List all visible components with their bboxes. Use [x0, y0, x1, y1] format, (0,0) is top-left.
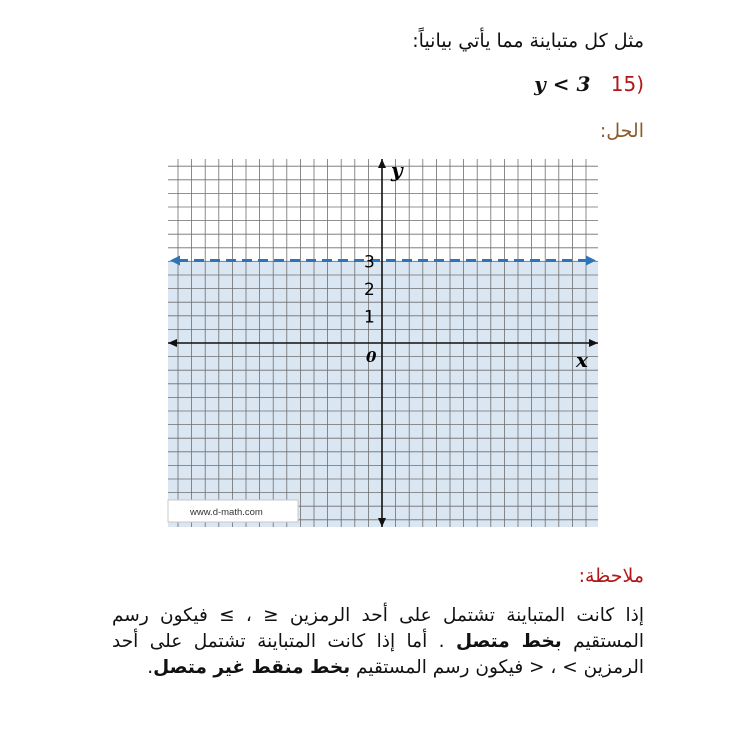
note-label: ملاحظة: [578, 565, 644, 587]
watermark [168, 500, 298, 522]
x-axis-label: x [576, 348, 588, 372]
problem-number: (15 [610, 72, 644, 96]
note-bold-dashed: بخط منقط غير متصل [153, 657, 351, 678]
y-tick-label-3: 3 [364, 252, 375, 273]
origin-label: 0 [366, 348, 377, 366]
problem-inequality: y < 3 [534, 72, 591, 96]
y-axis-arrow-up [378, 159, 386, 168]
note-text-3: . [147, 657, 154, 678]
y-tick-label-2: 2 [364, 280, 375, 300]
note-paragraph [112, 603, 644, 681]
instruction-text: مثل كل متباينة مما يأتي بيانياً: [412, 30, 644, 52]
watermark-text: www.d-math.com [190, 507, 263, 518]
note-bold-solid: بخط متصل [455, 631, 562, 652]
inequality-graph [160, 155, 600, 531]
note-text-2: . أما إذا كانت المتباينة تشتمل على أحد الرمزين > ، < فيكون رسم المستقيم [112, 631, 644, 678]
y-axis-label: y [391, 158, 403, 182]
problem-line [534, 72, 644, 96]
note-text-1: إذا كانت المتباينة تشتمل على أحد الرمزين ≤ ، ≥ فيكون رسم المستقيم [112, 605, 644, 652]
y-tick-label-1: 1 [364, 307, 375, 328]
solution-label: الحل: [599, 120, 644, 142]
